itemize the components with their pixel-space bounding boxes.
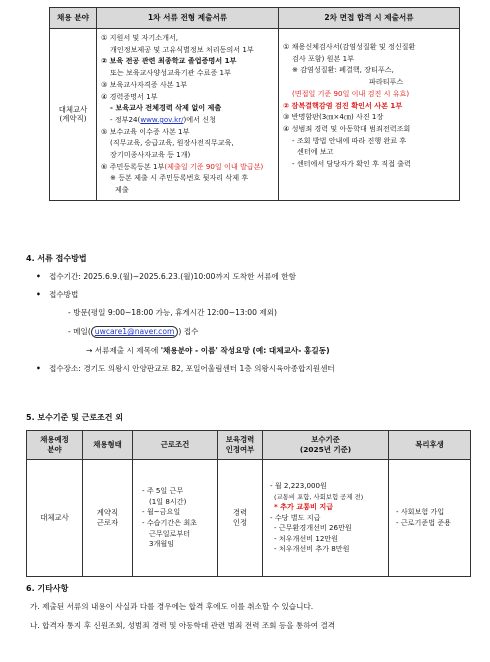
pay-conditions-table xyxy=(26,430,471,577)
doc-line: (직무교육, 승급교육, 원장사전직무교육, xyxy=(110,138,234,148)
subject-note-text: → 서류제출 시 제목에 xyxy=(86,345,161,355)
header-line: 인정여부 xyxy=(225,445,255,454)
header-line: 분야 xyxy=(47,445,62,454)
application-method xyxy=(36,290,471,300)
second-stage-docs-cell xyxy=(279,29,460,201)
header-welfare: 복리후생 xyxy=(389,431,471,460)
doc-line: ③ 보육교사자격증 사본 1부 xyxy=(101,79,188,89)
cell-line: 경력 xyxy=(232,508,248,518)
mail-prefix: - 메일( xyxy=(68,326,91,336)
header-planned-field xyxy=(27,431,83,460)
doc-line: ① 채용신체검사서(감염성질환 및 정신질환 xyxy=(283,42,416,51)
table-header-row xyxy=(27,431,471,460)
header-employment-type: 채용형태 xyxy=(83,431,133,460)
cell-line: - 처우개선비 12만원 xyxy=(274,533,339,543)
doc-line: 개인정보제공 및 고유식별정보 처리동의서 1부 xyxy=(110,44,254,54)
doc-line: ④ 성범죄 경력 및 아동학대 범죄전력조회 xyxy=(283,123,411,133)
field-name: 대체교사 xyxy=(58,104,88,114)
application-period xyxy=(36,272,471,282)
cell-line: (1일 8시간) xyxy=(149,496,187,506)
bullet-icon: • xyxy=(36,272,41,282)
cell-line: (교통비 포함, 사회보험 공제 전) xyxy=(274,492,364,501)
cell-line: - 근무환경개선비 26만원 xyxy=(274,523,352,533)
application-place-text: 접수장소: 경기도 의왕시 안양판교로 82, 포일어울림센터 1층 의왕시육아종합지원센터 xyxy=(49,363,335,373)
doc-line: ② 보육 전공 관련 최종학교 졸업증명서 1부 xyxy=(101,56,237,66)
cell-field: 대체교사 xyxy=(27,460,83,577)
note-item-a: 가. 제출된 서류의 내용이 사실과 다를 경우에는 합격 후에도 이를 취소할 수 있습니다. xyxy=(30,602,314,612)
doc-line: 센터에 보고 xyxy=(297,147,334,157)
header-first-stage-docs: 1차 서류 전형 제출서류 xyxy=(97,8,279,29)
field-cell xyxy=(50,29,97,201)
gov24-link[interactable]: www.gov.kr/ xyxy=(140,114,184,124)
doc-line: 장기미종사자교육 등 1개) xyxy=(110,150,191,160)
cell-line: - 수습기간은 최초 xyxy=(142,518,198,527)
application-period-text: 접수기간: 2025.6.9.(월)~2025.6.23.(월)10:00까지 도착한 서류에 한함 xyxy=(49,272,296,282)
cell-pay xyxy=(263,460,389,577)
cell-line: 근무일로부터 xyxy=(149,528,191,538)
resident-copy-text: ⑥ 주민등록등본 1부 xyxy=(101,161,165,171)
header-line: 보수기준 xyxy=(311,435,340,445)
cell-conditions xyxy=(133,460,218,577)
mail-suffix: ) 접수 xyxy=(178,326,199,336)
doc-line: 또는 보육교사양성교육기관 수료증 1부 xyxy=(110,68,231,78)
table-row xyxy=(50,29,460,201)
cell-line: - 월 2,223,000원 xyxy=(270,480,327,490)
section-5-heading: 5. 보수기준 및 근로조건 외 xyxy=(26,413,124,422)
header-second-stage-docs: 2차 면접 합격 시 제출서류 xyxy=(279,8,460,29)
doc-line: - 센터에서 담당자가 확인 후 직접 출력 xyxy=(292,159,411,169)
cell-welfare xyxy=(389,460,471,577)
header-career-recognition xyxy=(218,431,263,460)
application-method-label: 접수방법 xyxy=(49,290,79,300)
section-4-heading: 4. 서류 접수방법 xyxy=(26,254,87,263)
doc-line: 파라티푸스 xyxy=(369,77,404,87)
section-6-heading: 6. 기타사항 xyxy=(26,584,69,593)
cell-career xyxy=(218,460,263,577)
cell-line: 계약직 xyxy=(96,508,119,518)
field-type: (계약직) xyxy=(59,114,87,124)
subject-note xyxy=(86,346,471,356)
visit-method: - 방문(평일 9:00~18:00 가능, 휴게시간 12:00~13:00 제외) xyxy=(68,308,278,318)
table-row xyxy=(27,460,471,577)
cell-line: 인정 xyxy=(232,518,248,527)
gov24-text: - 정부24( xyxy=(110,114,141,124)
bullet-icon: • xyxy=(36,363,41,373)
doc-line: ※ 감염성질환: 폐결핵, 장티푸스, xyxy=(292,65,394,75)
doc-line: ② 잠복결핵감염 검진 확인서 사본 1부 xyxy=(283,100,403,110)
cell-employment xyxy=(83,460,133,577)
doc-line: (면접일 기준 90일 이내 검진 시 유효) xyxy=(292,88,410,98)
resident-copy-note: (제출일 기준 90일 이내 발급본) xyxy=(164,161,264,171)
section-other-notes xyxy=(26,584,476,640)
doc-line: ⑤ 보수교육 이수증 사본 1부 xyxy=(101,126,190,136)
gov24-suffix: )에서 신청 xyxy=(183,114,216,124)
doc-line xyxy=(101,161,274,173)
mail-method xyxy=(68,326,471,338)
cell-line: - 주 5일 근무 xyxy=(142,486,184,496)
cell-line: - 근로기준법 준용 xyxy=(396,518,452,527)
doc-line: - 조회 방법 안내에 따라 진행 완료 후 xyxy=(292,135,407,145)
header-field: 채용 분야 xyxy=(50,8,97,29)
header-line: 채용예정 xyxy=(40,435,69,445)
table-header-row xyxy=(50,8,460,29)
first-stage-docs-cell xyxy=(97,29,279,201)
header-line: (2025년 기준) xyxy=(299,445,352,454)
doc-line: ※ 등본 제출 시 주민등록번호 뒷자리 삭제 후 xyxy=(110,173,249,183)
header-pay-standard xyxy=(263,431,389,460)
application-place xyxy=(36,364,471,374)
doc-line: ① 지원서 및 자기소개서, xyxy=(101,33,179,42)
cell-line: - 월~금요일 xyxy=(142,507,181,517)
doc-line: ③ 반명함판(3㎝×4㎝) 사진 1장 xyxy=(283,112,384,122)
cell-line: - 사회보험 가입 xyxy=(396,507,445,517)
doc-line xyxy=(101,114,274,126)
doc-line: ④ 경력증명서 1부 xyxy=(101,91,158,101)
header-line: 보육경력 xyxy=(225,435,255,445)
bullet-icon: • xyxy=(36,290,41,300)
subject-note-bold: '채용분야 - 이름' 작성요망 (예: 대체교사- 홍길동) xyxy=(160,345,330,355)
section-application-method xyxy=(26,254,471,382)
cell-line: 근로자 xyxy=(96,518,119,527)
required-documents-table xyxy=(49,7,460,201)
doc-line: 검사 포함) 원본 1부 xyxy=(292,53,355,63)
cell-line: - 수당 별도 지급 xyxy=(270,512,321,522)
email-link[interactable]: uwcare1@naver.com xyxy=(94,326,175,336)
cell-line: * 추가 교통비 지급 xyxy=(274,502,334,512)
note-item-b: 나. 합격자 통지 후 신원조회, 성범죄 경력 및 아동학대 관련 범죄 전력 조회 등을 통하여 결격 xyxy=(30,621,336,631)
doc-line: - 보육교사 전체경력 삭제 없이 제출 xyxy=(110,103,222,113)
doc-line: 제출 xyxy=(115,185,129,195)
header-work-conditions: 근로조건 xyxy=(133,431,218,460)
cell-line: - 처우개선비 추가 8만원 xyxy=(274,544,350,554)
cell-line: 3개월임 xyxy=(149,539,175,549)
